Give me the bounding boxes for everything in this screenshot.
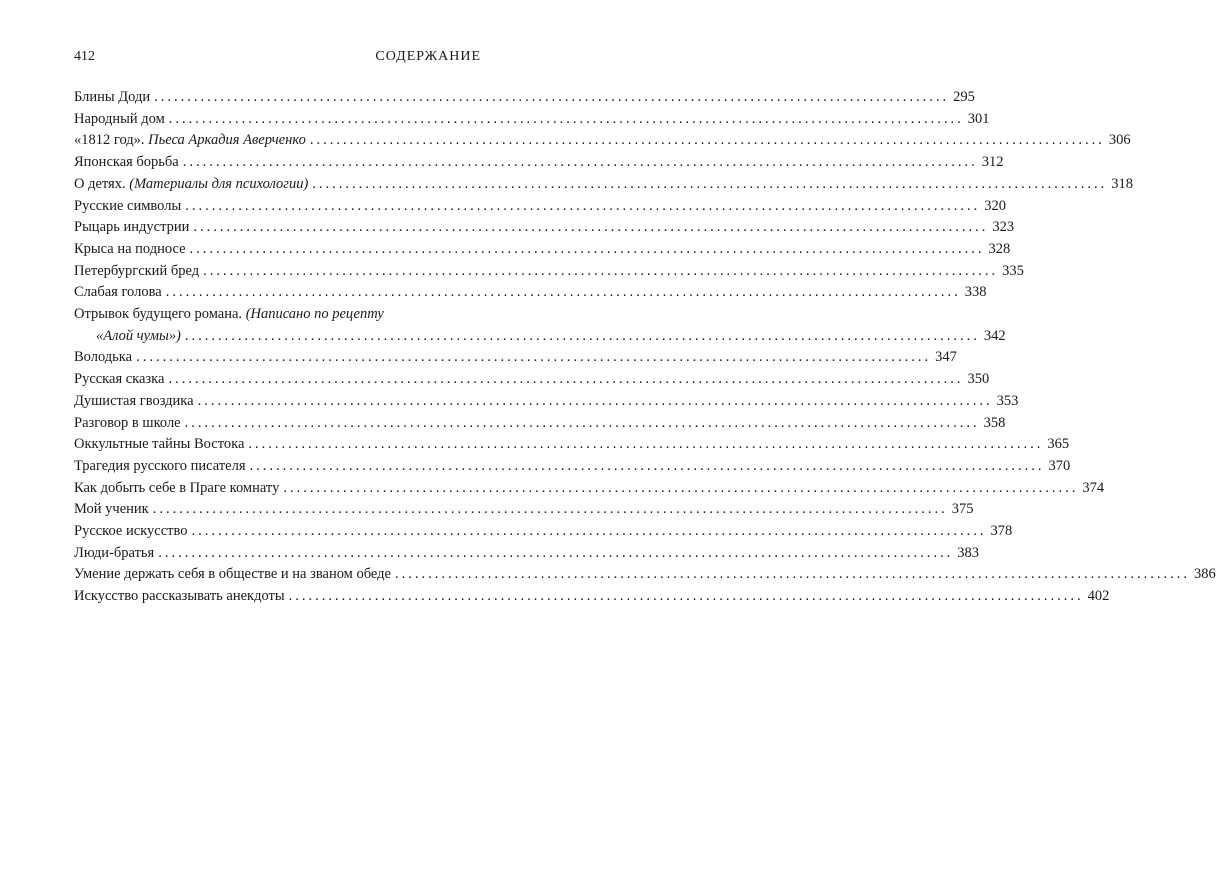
toc-entry-page: 402 [1087, 588, 1110, 605]
dot-leader: ........................................................................................................................ [193, 219, 989, 236]
toc-entry-title: Русское искусство [74, 523, 188, 540]
dot-leader: ........................................................................................................................ [158, 544, 954, 561]
dot-leader: ........................................................................................................................ [203, 262, 999, 279]
toc-entry [74, 391, 1019, 413]
toc-entry-title: Крыса на подносе [74, 240, 186, 257]
dot-leader: ........................................................................................................................ [184, 414, 980, 431]
toc-entry [74, 413, 1006, 435]
toc-entry-page: 301 [967, 110, 990, 127]
toc-entry-page: 335 [1002, 262, 1024, 279]
toc-entry [74, 456, 1071, 478]
toc-entry-page: 370 [1048, 457, 1071, 474]
dot-leader: ........................................................................................................................ [288, 588, 1084, 605]
dot-leader: ........................................................................................................................ [185, 197, 981, 214]
toc-entry [74, 543, 979, 565]
toc-entry-title: Японская борьба [74, 154, 179, 171]
toc-entry-title-group [74, 130, 306, 152]
toc-entry [74, 586, 1110, 608]
toc-entry-title: Слабая голова [74, 284, 162, 301]
toc-entry-page: 374 [1082, 479, 1105, 496]
toc-entry-title-group [74, 174, 308, 196]
dot-leader: ........................................................................................................................ [168, 110, 964, 127]
toc-entry-page: 353 [996, 392, 1019, 409]
toc-entry-page: 312 [981, 154, 1004, 171]
toc-entry-title: Петербургский бред [74, 262, 200, 279]
toc-entry-title: «1812 год». [74, 132, 145, 149]
toc-entry-page: 323 [992, 219, 1015, 236]
dot-leader: ........................................................................................................................ [168, 371, 964, 388]
toc-entry-continuation [74, 326, 1006, 348]
toc-entry [74, 239, 1011, 261]
toc-entry [74, 109, 990, 131]
dot-leader: ........................................................................................................................ [394, 566, 1190, 583]
toc-entry [74, 261, 1024, 283]
toc-entry-page: 320 [984, 197, 1006, 214]
toc-entry [74, 369, 990, 391]
toc-entry-title: Душистая гвоздика [74, 392, 194, 409]
dot-leader: ........................................................................................................................ [197, 392, 993, 409]
toc-entry-page: 347 [935, 349, 957, 366]
toc-entry [74, 282, 987, 304]
toc-entry-page: 386 [1193, 566, 1216, 583]
toc-entry-title: Народный дом [74, 110, 165, 127]
section-title: СОДЕРЖАНИЕ [375, 49, 481, 64]
dot-leader: ........................................................................................................................ [249, 457, 1045, 474]
dot-leader: ........................................................................................................................ [184, 327, 980, 344]
toc-entry [74, 130, 1131, 152]
toc-entry [74, 521, 1013, 543]
toc-entry [74, 152, 1004, 174]
toc-entry-title: Искусство рассказывать анекдоты [74, 588, 285, 605]
toc-entry-page: 378 [990, 523, 1013, 540]
toc-entry [74, 499, 974, 521]
toc-entry-subtitle: (Написано по рецепту [245, 306, 384, 323]
dot-leader: ........................................................................................................................ [283, 479, 1079, 496]
toc-entry-title: Разговор в школе [74, 414, 181, 431]
toc-entry [74, 347, 957, 369]
toc-entry [74, 87, 975, 109]
toc-entry-page: 318 [1111, 175, 1134, 192]
toc-entry [74, 174, 1134, 196]
toc-entry-page: 342 [983, 327, 1006, 344]
toc-entry-title: Русская сказка [74, 371, 165, 388]
toc-entry-title: Трагедия русского писателя [74, 457, 246, 474]
toc-entry-title: Блины Доди [74, 89, 151, 105]
toc-entry-page: 358 [983, 414, 1006, 431]
dot-leader: ........................................................................................................................ [182, 154, 978, 171]
toc-entry-title: Володька [74, 349, 133, 366]
toc-entry-page: 306 [1108, 132, 1131, 149]
dot-leader: ........................................................................................................................ [312, 175, 1108, 192]
toc-entry [74, 217, 1015, 239]
dot-leader: ........................................................................................................................ [136, 349, 932, 366]
toc-entry [74, 196, 1006, 218]
toc-entry-page: 338 [964, 284, 987, 301]
toc-entry-title: Мой ученик [74, 501, 149, 518]
toc-entry-first-line [74, 304, 481, 326]
toc-entry [74, 478, 1105, 500]
toc-entry-page: 365 [1047, 436, 1070, 453]
toc-entry-title: Оккультные тайны Востока [74, 436, 245, 453]
dot-leader: ........................................................................................................................ [191, 523, 987, 540]
toc-entry-title: Как добыть себе в Праге комнату [74, 479, 280, 496]
toc-entry-subtitle: Пьеса Аркадия Аверченко [148, 132, 306, 149]
toc-entry-page: 375 [951, 501, 974, 518]
running-head [74, 47, 481, 67]
toc-entry-title: Рыцарь индустрии [74, 219, 190, 236]
toc-entry [74, 434, 1070, 456]
toc-entry-multiline [74, 304, 1006, 347]
toc-entry-page: 295 [953, 89, 975, 105]
page-number: 412 [74, 49, 95, 64]
dot-leader: ........................................................................................................................ [154, 89, 950, 105]
toc-entry-page: 350 [967, 371, 990, 388]
toc-entry-page: 383 [957, 544, 979, 561]
dot-leader: ........................................................................................................................ [189, 240, 985, 257]
toc-entry-subtitle: (Материалы для психологии) [129, 175, 309, 192]
toc-entry-title: Люди-братья [74, 544, 155, 561]
toc-entry-subtitle-cont: «Алой чумы») [96, 327, 181, 344]
dot-leader: ........................................................................................................................ [309, 132, 1105, 149]
table-of-contents [74, 87, 1216, 608]
toc-entry-title: Русские символы [74, 197, 182, 214]
dot-leader: ........................................................................................................................ [152, 501, 948, 518]
toc-entry-title: О детях. [74, 175, 126, 192]
dot-leader: ........................................................................................................................ [248, 436, 1044, 453]
toc-entry-title: Отрывок будущего романа. [74, 306, 243, 323]
dot-leader: ........................................................................................................................ [165, 284, 961, 301]
toc-entry [74, 564, 1216, 586]
toc-entry-title: Умение держать себя в обществе и на званом обеде [74, 566, 391, 583]
toc-entry-page: 328 [988, 240, 1011, 257]
